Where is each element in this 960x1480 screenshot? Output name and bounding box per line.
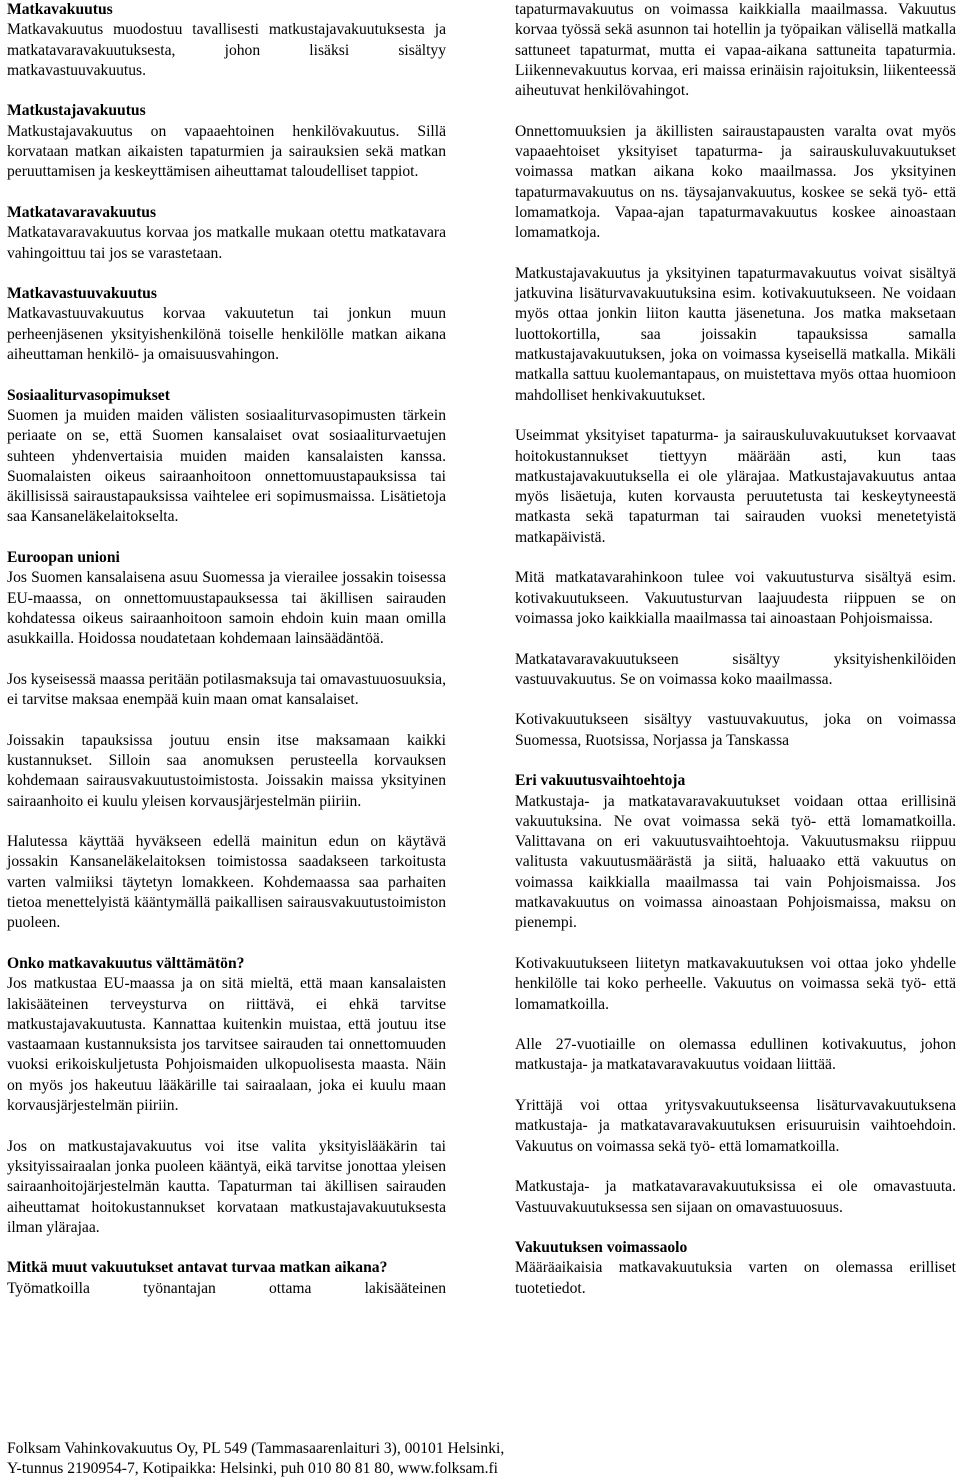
section-matkavastuuvakuutus — [7, 284, 446, 365]
paragraph: Matkustajavakuutus ja yksityinen tapaturmavakuutus voivat sisältyä jatkuvina lisäturvavakuutuksina esim. kotivakuutukseen. Ne voidaan myös ottaa jonkin liiton kautta jäsenetuna. Jos matka maksetaan luottokortilla, saa joissakin tapauksissa samalla matkustajavakuutuksen, joka on voimassa kyseisellä matkalla. Mikäli matkalla sattuu kuolemantapaus, on muistettava myös ottaa huomioon mahdolliset henkivakuutukset. — [515, 264, 956, 404]
paragraph: Joissakin tapauksissa joutuu ensin itse maksamaan kaikki kustannukset. Silloin saa anomuksen perusteella korvauksen kohdemaan sairausvakuutustoimistosta. Joissakin maissa yksityinen sairaanhoito ei kuulu yleisen korvausjärjestelmän piiriin. — [7, 731, 446, 810]
paragraph: Mitä matkatavarahinkoon tulee voi vakuutusturva sisältyä esim. kotivakuutukseen. Vakuutusturvan laajuudesta riippuen se on voimassa joko kaikkialla maailmassa tai ainoastaan Pohjoismaissa. — [515, 569, 956, 627]
section-heading: Vakuutuksen voimassaolo — [515, 1239, 688, 1257]
section-matkustajavakuutus — [7, 101, 446, 182]
section-heading: Matkustajavakuutus — [7, 102, 146, 120]
section-eri-vakuutusvaihtoehtoja — [515, 771, 956, 1218]
paragraph: Alle 27-vuotiaille on olemassa edullinen kotivakuutus, johon matkustaja- ja matkatavaravakuutus voidaan liittää. — [515, 1036, 956, 1074]
paragraph: Määräaikaisia matkavakuutuksia varten on olemassa erilliset tuotetiedot. — [515, 1259, 956, 1297]
paragraph: Matkavakuutus muodostuu tavallisesti matkustajavakuutuksesta ja matkatavaravakuutuksesta, johon lisäksi sisältyy matkavastuuvakuutus. — [7, 21, 446, 79]
section-sosiaaliturvasopimukset — [7, 386, 446, 528]
paragraph: Matkustaja- ja matkatavaravakuutukset voidaan ottaa erillisinä vakuutuksina. Ne ovat voimassa sekä työ- että lomamatkoilla. Valittavana on eri vakuutusvaihtoehtoja. Vakuutusmaksu riippuu valitusta vakuutusmäärästä ja siitä, haluaako että vakuutus on voimassa kaikkialla maailmassa tai vain Pohjoismaissa. Jos matkavakuutus on voimassa ainoastaan Pohjoismaissa, maksu on pienempi. — [515, 792, 956, 932]
paragraph: Työmatkoilla työnantajan ottama lakisääteinen — [7, 1279, 446, 1297]
paragraph: Jos matkustaa EU-maassa ja on sitä mieltä, että maan kansalaisten lakisääteinen terveysturva on riittävä, ei ehkä tarvitse matkustajavakuutusta. Kannattaa kuitenkin muistaa, että joutuu itse vastaamaan kustannuksista jos tarvitsee sairauden tai onnettomuuden vuoksi erikoiskuljetusta Pohjoismaiden ulkopuolisesta maasta. Näin on myös jos hakeutuu lääkärille tai sairaalaan, joka ei kuulu maan korvausjärjestelmän piiriin. — [7, 975, 446, 1115]
section-heading: Sosiaaliturvasopimukset — [7, 386, 170, 404]
paragraph: tapaturmavakuutus on voimassa kaikkialla maailmassa. Vakuutus korvaa työssä sekä asunnon tai hotellin ja työpaikan välisellä matkalla sattuneet tapaturmat, mutta ei vapaa-aikana sattuneita tapaturmia. Liikennevakuutus korvaa, eri maissa erinäisin rajoituksin, liikenteessä aiheutuvat henkilövahingot. — [515, 1, 956, 100]
paragraph: Matkustajavakuutus on vapaaehtoinen henkilövakuutus. Sillä korvataan matkan aikaisten tapaturmien ja sairauksien sekä matkan peruuttamisen ja keskeyttämisen aiheuttamat taloudelliset tappiot. — [7, 122, 446, 181]
paragraph: Jos on matkustajavakuutus voi itse valita yksityislääkärin tai yksityissairaalan jonka puoleen kääntyä, eikä tarvitse jonottaa yleisen sairaanhoitojärjestelmän kautta. Tapaturman tai äkillisen sairauden aiheuttamat hoitokustannukset korvataan matkustajavakuutuksesta ilman ylärajaa. — [7, 1137, 446, 1236]
paragraph: Kotivakuutukseen sisältyy vastuuvakuutus, joka on voimassa Suomessa, Ruotsissa, Norjassa ja Tanskassa — [515, 711, 956, 749]
section-continuation — [515, 0, 956, 751]
page-footer — [7, 1439, 947, 1480]
section-heading: Matkatavaravakuutus — [7, 203, 157, 221]
paragraph: Jos Suomen kansalaisena asuu Suomessa ja vierailee jossakin toisessa EU-maassa, on onnettomuustapauksessa tai äkillisen sairauden kohdatessa oikeus sairaanhoitoon samoin ehdoin kuin maan omilla asukkailla. Hoidossa noudatetaan kohdemaan lainsäädäntöä. — [7, 569, 446, 648]
paragraph: Halutessa käyttää hyväkseen edellä mainitun edun on käytävä jossakin Kansaneläkelaitoksen toimistossa saadakseen tarkoitusta varten valmiiksi täytetyn lomakkeen. Kohdemaassa saa parhaiten tietoa menettelyistä kääntymällä paikallisen sairausvakuutustoimiston puoleen. — [7, 833, 446, 932]
section-matkavakuutus — [7, 0, 446, 81]
section-heading: Matkavastuuvakuutus — [7, 285, 157, 303]
section-matkatavaravakuutus — [7, 203, 446, 264]
paragraph: Useimmat yksityiset tapaturma- ja sairauskuluvakuutukset korvaavat hoitokustannukset tiettyyn määrään asti, kun taas matkustajavakuutuksella ei ole ylärajaa. Matkustajavakuutus antaa myös lisäetuja, kuten korvausta peruutetusta tai keskeytyneestä matkasta sekä tapaturman tai sairauden vuoksi menetetyistä matkapäivistä. — [515, 427, 956, 546]
footer-company-line: Y-tunnus 2190954-7, Kotipaikka: Helsinki, puh 010 80 81 80, www.folksam.fi — [7, 1460, 499, 1478]
section-onko-matkavakuutus-valttamaton — [7, 954, 446, 1238]
section-mitka-muut-vakuutukset — [7, 1258, 446, 1299]
paragraph: Matkustaja- ja matkatavaravakuutuksissa ei ole omavastuuta. Vastuuvakuutuksessa sen sijaan on omavastuuosuus. — [515, 1178, 956, 1216]
right-column — [515, 0, 956, 1299]
paragraph: Matkatavaravakuutukseen sisältyy yksityishenkilöiden vastuuvakuutus. Se on voimassa koko maailmassa. — [515, 650, 956, 688]
left-column — [7, 0, 446, 1299]
paragraph: Yrittäjä voi ottaa yritysvakuutukseensa lisäturvavakuutuksena matkustaja- ja matkatavaravakuutuksen erisuuruisin vaihtoehdoin. Vakuutus on voimassa sekä työ- että lomamatkoilla. — [515, 1097, 956, 1155]
paragraph: Onnettomuuksien ja äkillisten sairaustapausten varalta ovat myös vapaaehtoiset yksityiset tapaturma- ja sairauskuluvakuutukset voimassa matkan aikana koko maailmassa. Jos yksityinen tapaturmavakuutus on ns. täysajanvakuutus, koskee se sekä työ- että lomamatkoja. Vapaa-ajan tapaturmavakuutus koskee ainoastaan lomamatkoja. — [515, 122, 956, 242]
section-heading: Matkavakuutus — [7, 1, 113, 18]
paragraph: Kotivakuutukseen liitetyn matkavakuutuksen voi ottaa joko yhdelle henkilölle tai koko perheelle. Vakuutus on voimassa sekä työ- että lomamatkoilla. — [515, 954, 956, 1013]
section-heading: Euroopan unioni — [7, 549, 120, 567]
section-heading: Mitkä muut vakuutukset antavat turvaa matkan aikana? — [7, 1259, 388, 1277]
section-heading: Eri vakuutusvaihtoehtoja — [515, 772, 686, 790]
paragraph: Matkavastuuvakuutus korvaa vakuutetun tai jonkun muun perheenjäsenen yksityishenkilönä toiselle henkilölle matkan aikana aiheuttaman henkilö- ja omaisuusvahingon. — [7, 305, 446, 364]
footer-address-line: Folksam Vahinkovakuutus Oy, PL 549 (Tammasaarenlaituri 3), 00101 Helsinki, — [7, 1440, 505, 1457]
section-vakuutuksen-voimassaolo — [515, 1238, 956, 1299]
paragraph: Matkatavaravakuutus korvaa jos matkalle mukaan otettu matkatavara vahingoittuu tai jos se varastetaan. — [7, 224, 446, 262]
paragraph: Jos kyseisessä maassa peritään potilasmaksuja tai omavastuuosuuksia, ei tarvitse maksaa enempää kuin maan omat kansalaiset. — [7, 670, 446, 709]
paragraph: Suomen ja muiden maiden välisten sosiaaliturvasopimusten tärkein periaate on se, että Suomen kansalaiset ovat sosiaaliturvaetujen suhteen yhdenvertaisia muiden maiden kansalaisten kanssa. Suomalaisten oikeus sairaanhoitoon onnettomuustapauksissa tai äkillisissä sairaustapauksissa vaihtelee eri sopimusmaissa. Lisätietoja saa Kansaneläkelaitokselta. — [7, 406, 446, 526]
section-euroopan-unioni — [7, 548, 446, 934]
section-heading: Onko matkavakuutus välttämätön? — [7, 954, 245, 972]
